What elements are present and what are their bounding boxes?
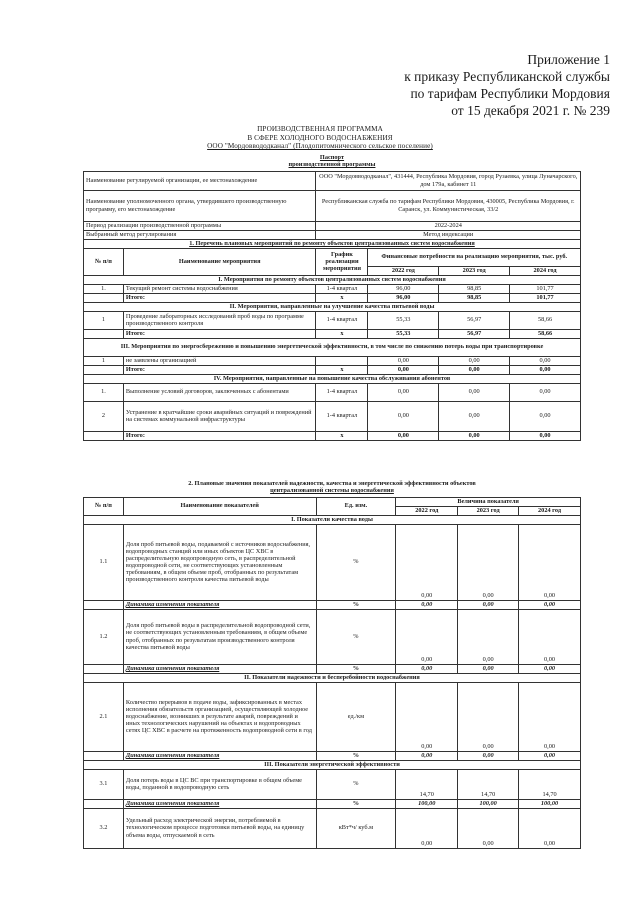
table-cell (84, 365, 124, 374)
table-cell: 0,00 (519, 751, 581, 760)
passport-row (84, 190, 581, 221)
table-cell: % (316, 769, 396, 799)
group-title: II. Показатели надежности и бесперебойности водоснабжения (84, 673, 581, 682)
table-cell: 0,00 (368, 431, 439, 440)
table-cell: 58,66 (510, 311, 581, 329)
table-row (84, 682, 581, 751)
program-title-line-3: ООО "Мордоввододканал" (Плодопитомнического сельское поселение) (207, 142, 433, 151)
table-cell: 2.1 (84, 682, 124, 751)
table-cell: 0,00 (368, 401, 439, 431)
table-cell: х (316, 365, 368, 374)
table-cell: 0,00 (458, 808, 519, 848)
table-cell: 1.2 (84, 609, 124, 664)
table-cell: 1 (84, 311, 124, 329)
table-cell: Устранение в кратчайшие сроки аварийных ситуаций и повреждений на системах коммунальной инфраструктуры (123, 401, 316, 431)
table-cell: % (316, 751, 396, 760)
table-cell: 0,00 (458, 664, 519, 673)
table-cell: % (316, 799, 396, 808)
appendix-header (300, 51, 610, 119)
table-cell: % (316, 600, 396, 609)
section2-header (84, 497, 581, 506)
table-cell: Итого: (123, 293, 316, 302)
header-year: 2022 год (396, 506, 458, 515)
passport-row (84, 171, 581, 190)
table-cell (84, 664, 124, 673)
table-cell: Динамика изменения показателя (123, 799, 316, 808)
passport-label: Выбранный метод регулирования (84, 230, 316, 239)
header-year: 2024 год (519, 506, 581, 515)
table-cell: 3.2 (84, 808, 124, 848)
table-cell: 0,00 (458, 600, 519, 609)
table-cell: х (316, 329, 368, 338)
table-cell: Выполнение условий договоров, заключенных с абонентами (123, 383, 316, 401)
table-cell: 56,97 (439, 329, 510, 338)
header-name: Наименование мероприятия (123, 248, 316, 275)
table-cell: 0,00 (368, 383, 439, 401)
table-cell: 1. (84, 383, 124, 401)
table-cell: 98,85 (439, 293, 510, 302)
table-cell: Динамика изменения показателя (123, 664, 316, 673)
table-cell: 98,85 (439, 284, 510, 293)
table-cell: 100,00 (396, 799, 458, 808)
total-row (84, 329, 581, 338)
table-cell: 101,77 (510, 293, 581, 302)
table-row (84, 609, 581, 664)
table-cell: 0,00 (510, 356, 581, 365)
table-cell: 0,00 (510, 383, 581, 401)
header-need: Финансовые потребности на реализацию мероприятия, тыс. руб. (368, 248, 581, 266)
table-row (84, 769, 581, 799)
table-cell: 0,00 (396, 664, 458, 673)
title-line: производственной программы (288, 161, 376, 169)
table-cell: 0,00 (396, 751, 458, 760)
title-line: Паспорт (319, 154, 345, 162)
table-cell: 0,00 (519, 609, 581, 664)
table-cell: 55,33 (368, 329, 439, 338)
header-unit: Ед. изм. (316, 497, 396, 515)
table-cell: 58,66 (510, 329, 581, 338)
table-cell: % (316, 524, 396, 600)
table-cell: ед./км (316, 682, 396, 751)
table-cell: 0,00 (519, 682, 581, 751)
passport-label: Наименование уполномоченного органа, утвердившего производственную программу, его местонахождение (84, 190, 316, 221)
section2-title (84, 478, 581, 497)
title-line: централизованной системы водоснабжения (270, 487, 394, 495)
passport-row (84, 221, 581, 230)
table-cell: 0,00 (510, 431, 581, 440)
passport-row (84, 230, 581, 239)
table-cell: 0,00 (439, 431, 510, 440)
program-title (150, 125, 490, 151)
table-cell: 0,00 (510, 365, 581, 374)
title-line: 2. Плановые значения показателей надежности, качества и энергетической эффективности объектов (188, 480, 476, 488)
table-row (84, 401, 581, 431)
table-cell: 0,00 (519, 524, 581, 600)
table-cell: 0,00 (396, 524, 458, 600)
table-cell: 1-4 квартал (316, 401, 368, 431)
total-row (84, 431, 581, 440)
header-year: 2023 год (439, 266, 510, 275)
program-title-line-2: В СФЕРЕ ХОЛОДНОГО ВОДОСНАБЖЕНИЯ (247, 133, 393, 142)
appendix-line-1: Приложение 1 (527, 52, 610, 67)
table-cell: 100,00 (458, 799, 519, 808)
table-cell: 0,00 (368, 356, 439, 365)
table-row (84, 284, 581, 293)
table-cell: 1-4 квартал (316, 311, 368, 329)
table-cell: Проведение лабораторных исследований проб воды по программе производственного контроля (123, 311, 316, 329)
table-cell: 96,00 (368, 284, 439, 293)
table-cell: 0,00 (458, 751, 519, 760)
table-cell: 1-4 квартал (316, 383, 368, 401)
table-cell: Текущий ремонт системы водоснабжения (123, 284, 316, 293)
table-cell (316, 356, 368, 365)
table-cell: 0,00 (519, 600, 581, 609)
header-year: 2022 год (368, 266, 439, 275)
passport-value: ООО "Мордоввододканал", 431444, Республика Мордовия, город Рузаевка, улица Луначарского, дом 179а, кабинет 11 (316, 171, 581, 190)
table-cell: 0,00 (519, 808, 581, 848)
table-cell (84, 329, 124, 338)
passport-title (84, 152, 581, 171)
table-cell: Динамика изменения показателя (123, 751, 316, 760)
table-cell (84, 751, 124, 760)
indicators-table (83, 478, 581, 849)
dynamics-row (84, 751, 581, 760)
table-cell: 0,00 (439, 365, 510, 374)
table-row (84, 808, 581, 848)
appendix-line-2: к приказу Республиканской службы (404, 69, 610, 84)
passport-value: 2022-2024 (316, 221, 581, 230)
passport-label: Наименование регулируемой организации, ее местонахождение (84, 171, 316, 190)
header-year: 2024 год (510, 266, 581, 275)
table-cell: 0,00 (510, 401, 581, 431)
program-title-line-1: ПРОИЗВОДСТВЕННАЯ ПРОГРАММА (257, 125, 383, 133)
table-cell: % (316, 664, 396, 673)
dynamics-row (84, 799, 581, 808)
table-cell: 0,00 (458, 609, 519, 664)
table-cell: Доля потерь воды в ЦС ВС при транспортировке в общем объеме воды, поданной в водопроводную сеть (123, 769, 316, 799)
table-cell: Количество перерывов в подаче воды, зафиксированных в местах исполнения обязательств организацией, осуществляющей холодное водоснабжение, возникших в результате аварий, повреждений и иных технологических нарушений на объектах и водопроводных сетях ЦС ХВС в расчете на протяженность водопроводной сети в год (123, 682, 316, 751)
table-row (84, 383, 581, 401)
group-title: III. Мероприятия по энергосбережению и повышению энергетической эффективности, в том числе по снижению потерь воды при транспортировке (84, 338, 581, 356)
passport-and-measures-table (83, 152, 581, 441)
header-value: Величина показателя (396, 497, 581, 506)
header-num: № п/п (84, 497, 124, 515)
table-cell: 0,00 (439, 401, 510, 431)
appendix-line-3: по тарифам Республики Мордовия (410, 86, 610, 101)
table-cell: 0,00 (519, 664, 581, 673)
table-cell: Доля проб питьевой воды, подаваемой с источников водоснабжения, водопроводных станций или иных объектов ЦС ХВС в распределительную водопроводную сеть, в распределительной водопроводной сети, не соответствующих установленным требованиям, в общем объеме проб, отобранных по результатам производственного контроля качества питьевой воды (123, 524, 316, 600)
table-cell: 56,97 (439, 311, 510, 329)
table-cell: 96,00 (368, 293, 439, 302)
appendix-line-4: от 15 декабря 2021 г. № 239 (451, 103, 610, 118)
table-cell: кВт*ч/ куб.м (316, 808, 396, 848)
header-year: 2023 год (458, 506, 519, 515)
table-cell: 3.1 (84, 769, 124, 799)
table-cell: 14,70 (396, 769, 458, 799)
group-title: I. Мероприятия по ремонту объектов централизованных систем водоснабжения (84, 275, 581, 284)
table-cell: 0,00 (396, 808, 458, 848)
dynamics-row (84, 664, 581, 673)
table-cell: Доля проб питьевой воды в распределительной водопроводной сети, не соответствующих установленным требованиям, в общем объеме проб, отобранных по результатам производственного контроля качества питьевой воды (123, 609, 316, 664)
table-cell: 0,00 (439, 356, 510, 365)
table-cell: 2 (84, 401, 124, 431)
table-cell: % (316, 609, 396, 664)
group-title: III. Показатели энергетической эффективности (84, 760, 581, 769)
table-cell: 0,00 (439, 383, 510, 401)
table-cell: 0,00 (396, 600, 458, 609)
table-cell: 101,77 (510, 284, 581, 293)
table-cell: 14,70 (458, 769, 519, 799)
group-title: II. Мероприятия, направленные на улучшение качества питьевой воды (84, 302, 581, 311)
table-row (84, 356, 581, 365)
table-cell: 0,00 (458, 682, 519, 751)
total-row (84, 365, 581, 374)
section1-header (84, 248, 581, 266)
table-cell: Итого: (123, 431, 316, 440)
group-title: I. Показатели качества воды (84, 515, 581, 524)
table-cell: х (316, 293, 368, 302)
dynamics-row (84, 600, 581, 609)
table-cell: 0,00 (396, 682, 458, 751)
passport-value: Республиканская служба по тарифам Республики Мордовия, 430005, Республика Мордовия, г. Саранск, ул. Коммунистическая, 33/2 (316, 190, 581, 221)
table-cell: 55,33 (368, 311, 439, 329)
table-cell: 0,00 (396, 609, 458, 664)
table-cell (84, 293, 124, 302)
table-cell: 14,70 (519, 769, 581, 799)
table-cell: Удельный расход электрической энергии, потребляемой в технологическом процессе подготовки питьевой воды, на единицу объема воды, отпускаемой в сеть (123, 808, 316, 848)
table-cell (84, 431, 124, 440)
table-row (84, 524, 581, 600)
table-cell: 1.1 (84, 524, 124, 600)
table-cell (84, 799, 124, 808)
table-cell: 0,00 (368, 365, 439, 374)
passport-value: Метод индексации (316, 230, 581, 239)
table-row (84, 311, 581, 329)
table-cell: не заявлены организацией (123, 356, 316, 365)
header-num: № п/п (84, 248, 124, 275)
table-cell: 100,00 (519, 799, 581, 808)
table-cell (84, 600, 124, 609)
table-cell: Итого: (123, 329, 316, 338)
table-cell: х (316, 431, 368, 440)
header-name: Наименование показателей (123, 497, 316, 515)
table-cell: 1. (84, 284, 124, 293)
table-cell: Динамика изменения показателя (123, 600, 316, 609)
total-row (84, 293, 581, 302)
table-cell: 0,00 (458, 524, 519, 600)
group-title: IV. Мероприятия, направленные на повышение качества обслуживания абонентов (84, 374, 581, 383)
table-cell: 1-4 квартал (316, 284, 368, 293)
header-schedule: График реализации мероприятия (316, 248, 368, 275)
passport-label: Период реализации производственной программы (84, 221, 316, 230)
section1-title: 1. Перечень плановых мероприятий по ремонту объектов централизованных систем водоснабжения (84, 239, 581, 248)
table-cell: Итого: (123, 365, 316, 374)
table-cell: 1 (84, 356, 124, 365)
